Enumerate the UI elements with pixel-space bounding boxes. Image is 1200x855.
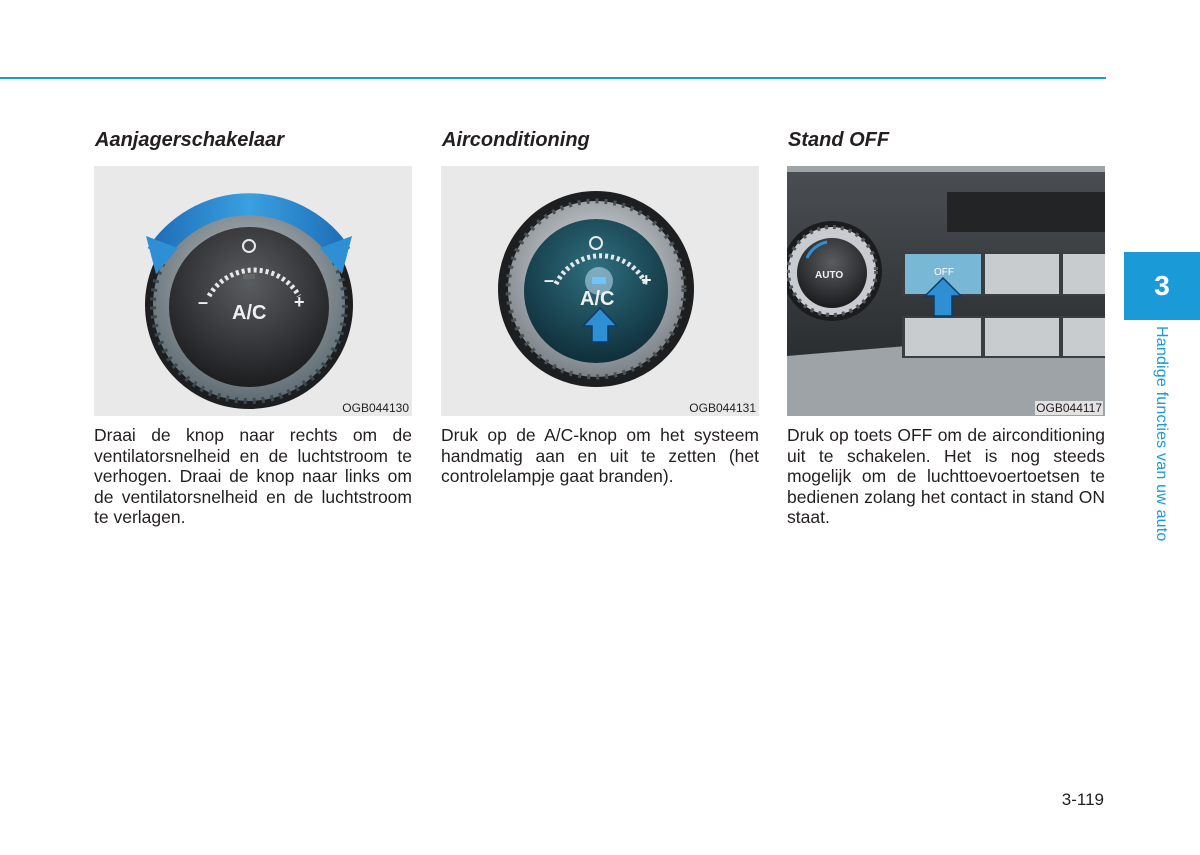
- auto-label: AUTO: [815, 270, 844, 281]
- ac-knob-figure: [441, 166, 759, 416]
- fan-knob-illustration: [94, 166, 412, 416]
- front-defrost-button[interactable]: [905, 318, 981, 356]
- section-fan-switch: [94, 126, 412, 528]
- figure-code: OGB044130: [342, 401, 409, 415]
- climate-panel-figure: [787, 166, 1105, 416]
- knob-plus-label: +: [641, 270, 652, 290]
- recirculation-button[interactable]: [1063, 318, 1105, 356]
- section-heading: Aanjagerschakelaar: [95, 129, 285, 151]
- figure-code: OGB044131: [689, 401, 756, 415]
- knob-ac-label: A/C: [580, 288, 615, 310]
- knob-ac-label: A/C: [232, 302, 267, 324]
- section-off-mode: [787, 126, 1105, 528]
- figure-code: OGB044117: [1036, 401, 1102, 415]
- page-number: 3-119: [1061, 790, 1104, 809]
- section-body: Druk op de A/C-knop om het systeem handmatig aan en uit te zetten (het controlelampje gaat branden).: [441, 425, 759, 487]
- section-heading: Airconditioning: [442, 129, 590, 151]
- rear-defrost-button[interactable]: [985, 318, 1059, 356]
- airflow-button[interactable]: [1063, 254, 1105, 294]
- ac-indicator-light: [592, 277, 606, 284]
- knob-minus-label: –: [544, 270, 555, 290]
- knob-plus-label: +: [294, 292, 305, 312]
- section-body: Draai de knop naar rechts om de ventilatorsnelheid en de luchtstroom te verhogen. Draai de knop naar links om de ventilatorsnelheid en de luchtstroom te verlagen.: [94, 425, 412, 528]
- top-rule: [0, 77, 1106, 79]
- section-heading: Stand OFF: [788, 129, 890, 151]
- knob-minus-label: –: [198, 292, 209, 312]
- chapter-tab: 3: [1124, 252, 1200, 320]
- defrost-airflow-button[interactable]: [985, 254, 1059, 294]
- chapter-title: Handige functies van uw auto: [1153, 326, 1170, 542]
- section-air-conditioning: [441, 126, 759, 487]
- section-body: Druk op toets OFF om de airconditioning uit te schakelen. Het is nog steeds mogelijk om de luchttoevoertoetsen te bedienen zolang het contact in stand ON staat.: [787, 425, 1105, 528]
- climate-panel-illustration: [787, 166, 1105, 416]
- off-label: OFF: [934, 267, 954, 278]
- fan-knob-figure: [94, 166, 412, 416]
